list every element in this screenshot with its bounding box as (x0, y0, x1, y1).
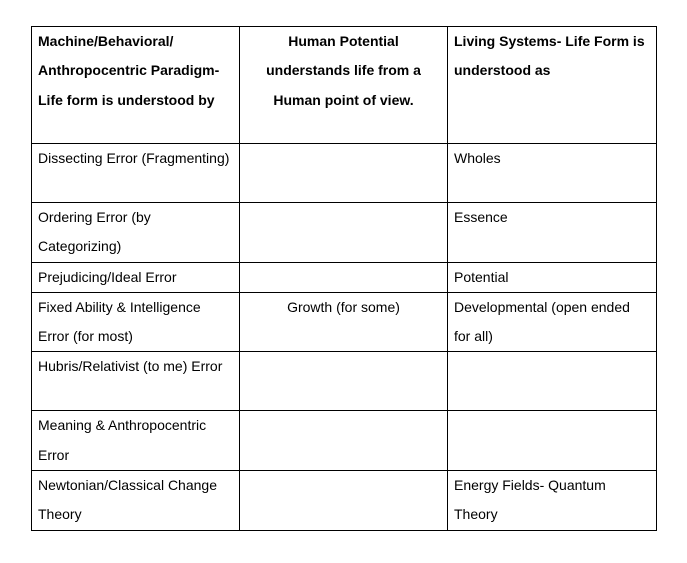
table-row (32, 203, 657, 263)
living-systems-cell: Potential (448, 262, 657, 292)
human-potential-cell (240, 262, 448, 292)
header-living-systems: Living Systems- Life Form is understood as (448, 27, 657, 144)
human-potential-cell (240, 144, 448, 203)
living-systems-cell (448, 352, 657, 411)
living-systems-cell (448, 411, 657, 471)
human-potential-cell (240, 203, 448, 263)
machine-cell: Fixed Ability & Intelligence Error (for most) (32, 292, 240, 352)
table-row (32, 262, 657, 292)
human-potential-cell (240, 352, 448, 411)
table-row (32, 471, 657, 531)
paradigm-comparison-table (31, 26, 657, 531)
human-potential-cell (240, 411, 448, 471)
living-systems-cell: Developmental (open ended for all) (448, 292, 657, 352)
header-machine-paradigm: Machine/Behavioral/ Anthropocentric Paradigm-Life form is understood by (32, 27, 240, 144)
table-row (32, 352, 657, 411)
table-row (32, 292, 657, 352)
machine-cell: Newtonian/Classical Change Theory (32, 471, 240, 531)
table-row (32, 144, 657, 203)
header-human-potential: Human Potential understands life from a Human point of view. (240, 27, 448, 144)
machine-cell: Ordering Error (by Categorizing) (32, 203, 240, 263)
human-potential-cell: Growth (for some) (240, 292, 448, 352)
living-systems-cell: Wholes (448, 144, 657, 203)
table-row (32, 411, 657, 471)
machine-cell: Prejudicing/Ideal Error (32, 262, 240, 292)
human-potential-cell (240, 471, 448, 531)
table-header-row (32, 27, 657, 144)
machine-cell: Meaning & Anthropocentric Error (32, 411, 240, 471)
living-systems-cell: Energy Fields- Quantum Theory (448, 471, 657, 531)
machine-cell: Hubris/Relativist (to me) Error (32, 352, 240, 411)
living-systems-cell: Essence (448, 203, 657, 263)
machine-cell: Dissecting Error (Fragmenting) (32, 144, 240, 203)
